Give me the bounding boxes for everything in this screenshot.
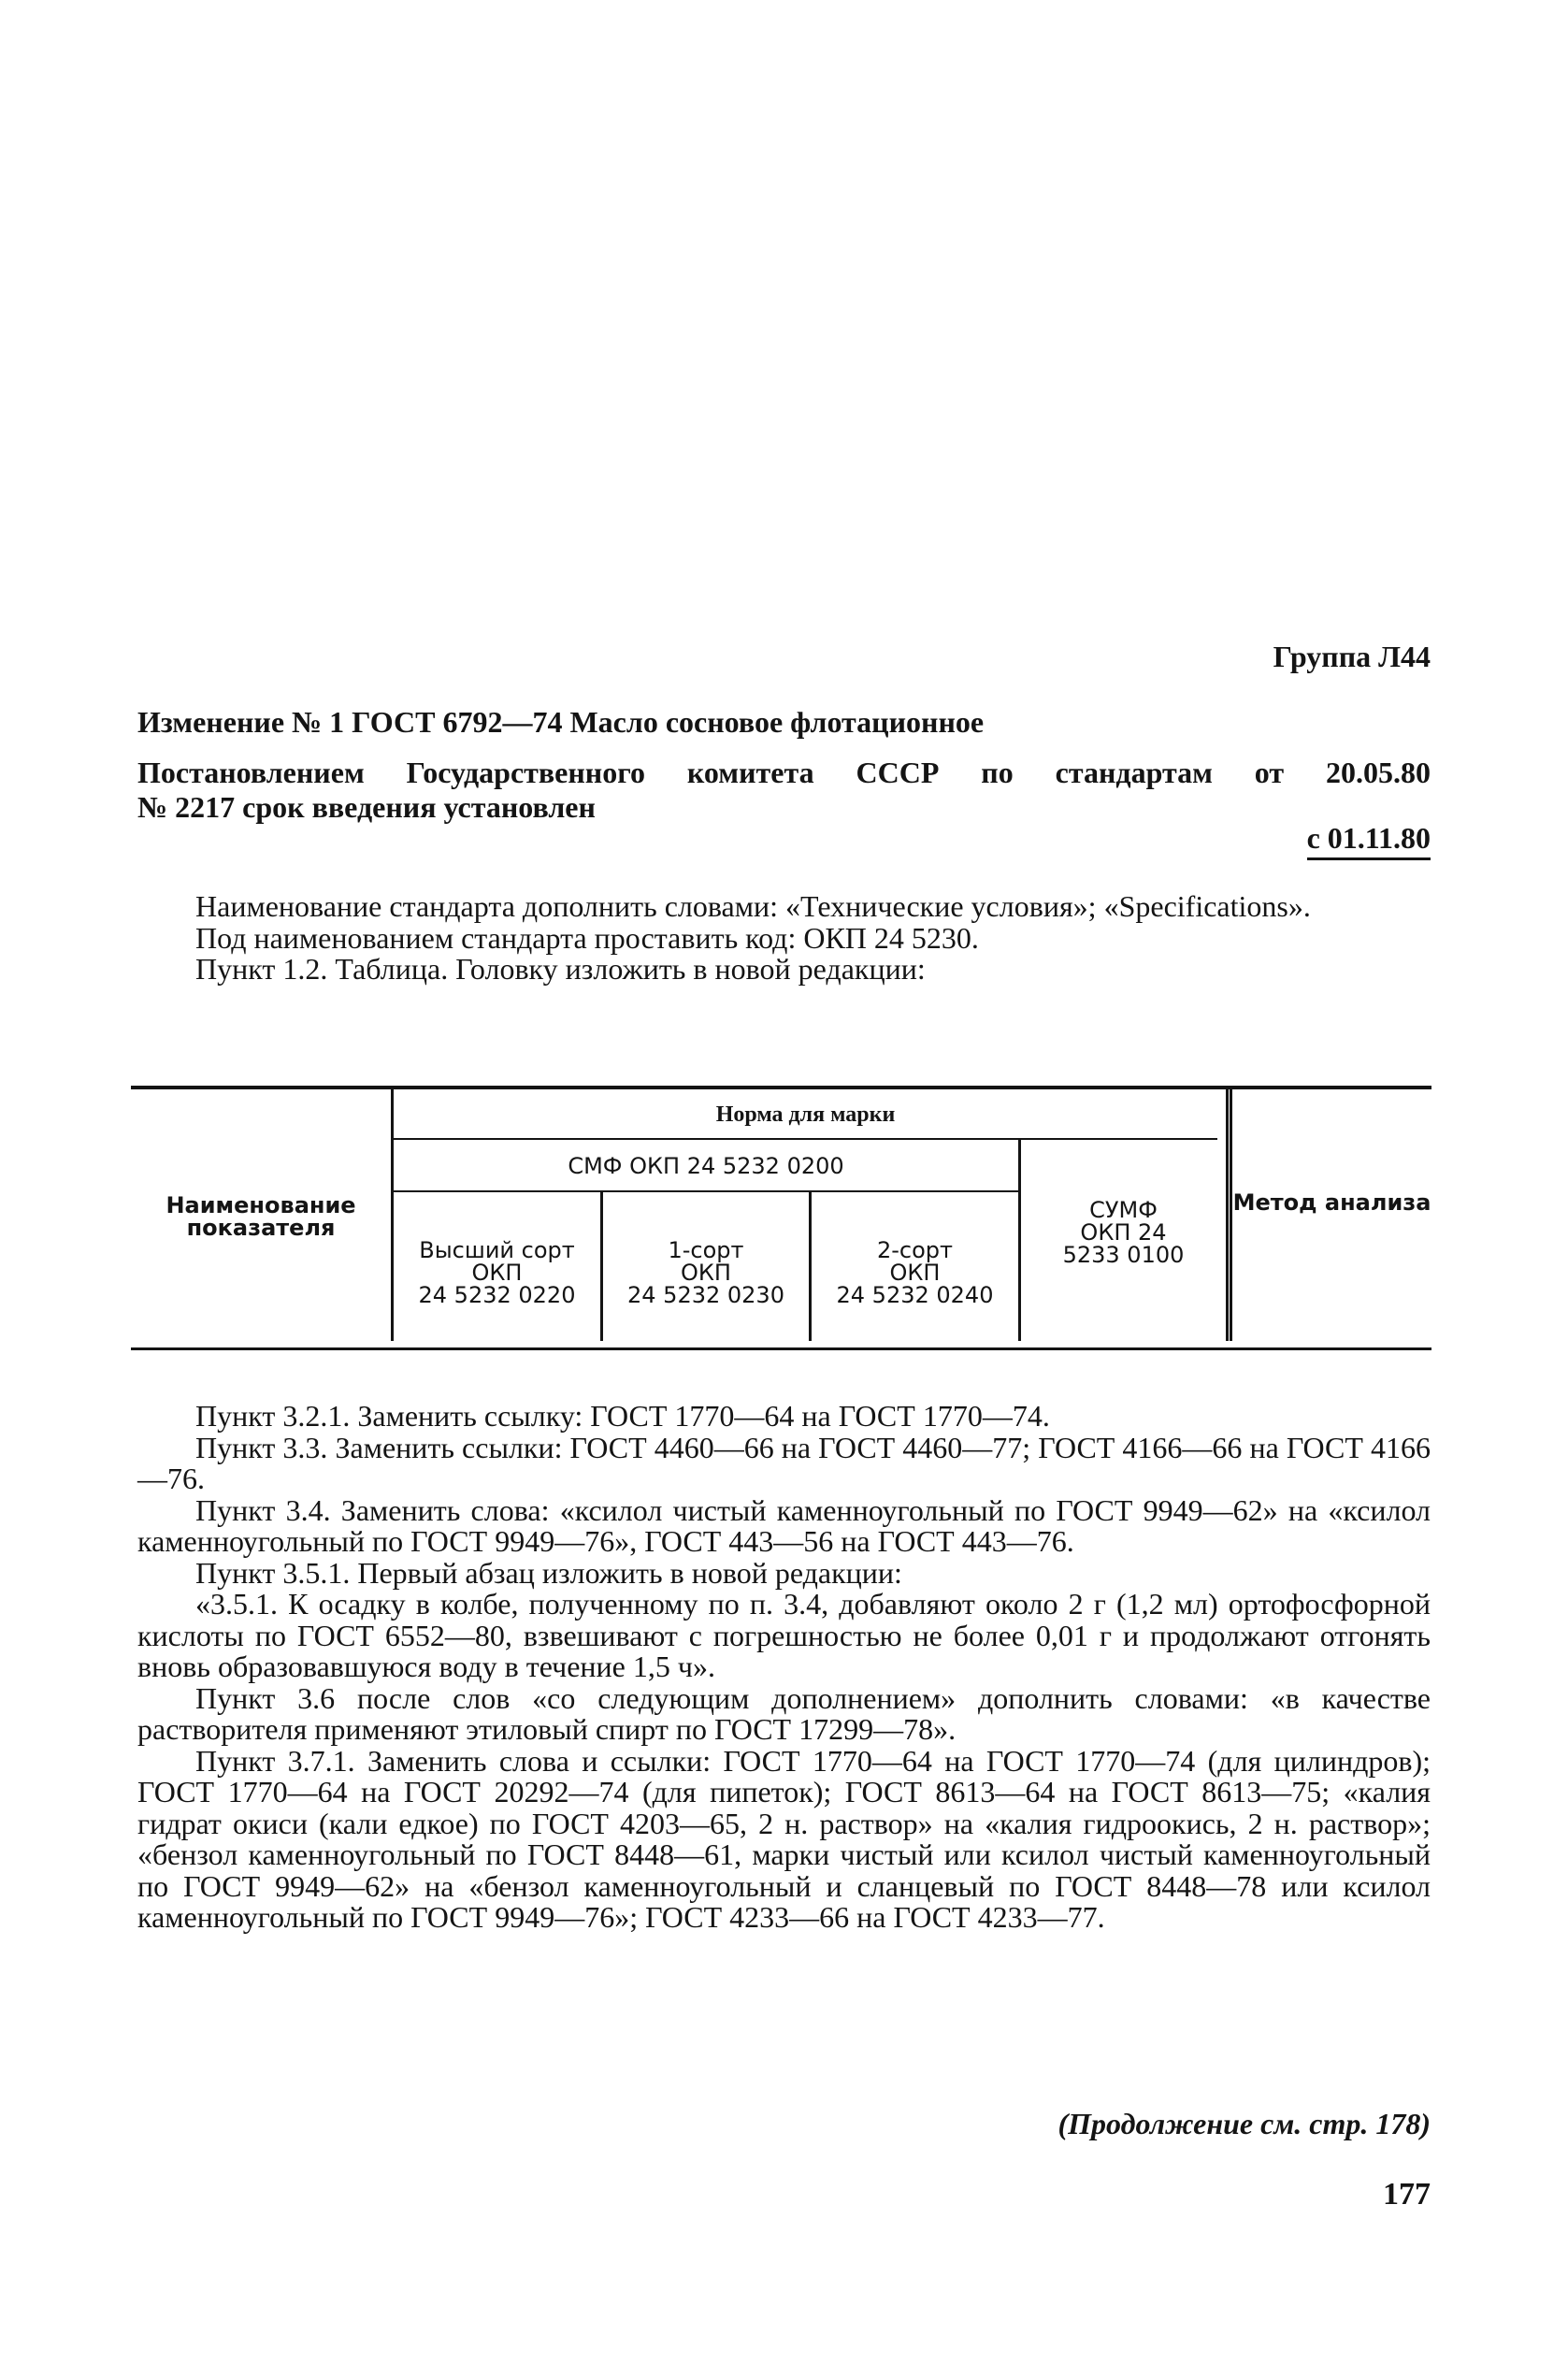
effective-date: с 01.11.80	[1307, 821, 1431, 860]
intro-text	[137, 891, 1431, 986]
paragraph-3-6: Пункт 3.6 после слов «со следующим дополнением» дополнить словами: «в качестве растворителя применяют этиловый спирт по ГОСТ 17299—78».	[137, 1680, 1431, 1746]
intro-paragraph: Пункт 1.2. Таблица. Головку изложить в новой редакции:	[195, 952, 926, 986]
grade-1-column: 1-сорт ОКП 24 5232 0230	[627, 1237, 784, 1308]
decree-line-1: Постановлением Государственного комитета СССР по стандартам от 20.05.80	[137, 756, 1431, 789]
grade-2-column: 2-сорт ОКП 24 5232 0240	[836, 1237, 994, 1308]
paragraph-3-3: Пункт 3.3. Заменить ссылки: ГОСТ 4460—66 на ГОСТ 4460—77; ГОСТ 4166—66 на ГОСТ 4166—76.	[137, 1430, 1431, 1495]
decree-line-2: № 2217 срок введения установлен	[137, 790, 596, 824]
table-header	[131, 1075, 1431, 1353]
paragraph-3-5-1: Пункт 3.5.1. Первый абзац изложить в новой редакции:	[195, 1555, 902, 1590]
grade-top-column: Высший сорт ОКП 24 5232 0220	[418, 1237, 576, 1308]
amendment-text	[137, 1401, 1431, 1934]
sumf-column: СУМФ ОКП 24 5233 0100	[1062, 1197, 1185, 1268]
paragraph-3-5-1-quote: «3.5.1. К осадку в колбе, полученному по п. 3.4, добавляют около 2 г (1,2 мл) ортофосфорной кислоты по ГОСТ 6552—80, взвешивают с погрешностью не более 0,01 г и продолжают отгонять вновь образовавшуюся воду в течение 1,5 ч».	[137, 1587, 1431, 1683]
smf-header: СМФ ОКП 24 5232 0200	[568, 1153, 844, 1179]
indicator-header: Наименование показателя	[165, 1192, 356, 1241]
table-bottom-rule	[131, 1347, 1431, 1350]
intro-paragraph: Наименование стандарта дополнить словами: «Технические условия»; «Specifications».	[195, 889, 1311, 923]
method-header: Метод анализа	[1232, 1189, 1431, 1216]
group-code: Группа Л44	[1273, 640, 1431, 673]
continuation-note: (Продолжение см. стр. 178)	[1057, 2107, 1431, 2140]
page-number: 177	[1383, 2177, 1431, 2212]
paragraph-3-4: Пункт 3.4. Заменить слова: «ксилол чистый каменноугольный по ГОСТ 9949—62» на «ксилол каменноугольный по ГОСТ 9949—76», ГОСТ 443—56 на ГОСТ 443—76.	[137, 1492, 1431, 1558]
amendment-title: Изменение № 1 ГОСТ 6792—74 Масло сосновое флотационное	[137, 705, 985, 739]
intro-paragraph: Под наименованием стандарта проставить код: ОКП 24 5230.	[195, 920, 979, 955]
table-top-rule	[131, 1086, 1431, 1089]
paragraph-3-2-1: Пункт 3.2.1. Заменить ссылку: ГОСТ 1770—64 на ГОСТ 1770—74.	[195, 1399, 1050, 1433]
paragraph-3-7-1: Пункт 3.7.1. Заменить слова и ссылки: ГОСТ 1770—64 на ГОСТ 1770—74 (для цилиндров); ГОСТ 1770—64 на ГОСТ 20292—74 (для пипеток); ГОСТ 8613—64 на ГОСТ 8613—75; «калия гидрат окиси (кали едкое) по ГОСТ 4203—65, 2 н. раствор» на «калия гидроокись, 2 н. раствор»; «бензол каменноугольный по ГОСТ 8448—61, марки чистый или ксилол чистый каменноугольный по ГОСТ 9949—62» на «бензол каменноугольный и сланцевый по ГОСТ 8448—78 или ксилол каменноугольный по ГОСТ 9949—76»; ГОСТ 4233—66 на ГОСТ 4233—77.	[137, 1743, 1431, 1934]
norm-header: Норма для марки	[715, 1102, 896, 1127]
